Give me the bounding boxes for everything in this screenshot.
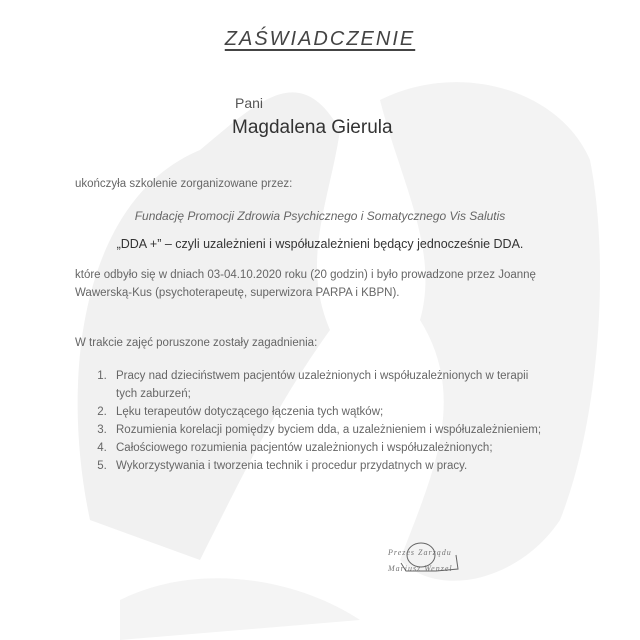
- list-item: 1. Pracy nad dzieciństwem pacjentów uzależnionych i współuzależnionych w terapii tych zaburzeń;: [110, 367, 610, 403]
- signature-name: Mariusz Wenzel: [388, 564, 453, 573]
- course-title: „DDA +” – czyli uzależnieni i współuzależnieni będący jednocześnie DDA.: [116, 237, 524, 251]
- topics-list: [88, 367, 610, 475]
- list-item: 2. Lęku terapeutów dotyczącego łączenia tych wątków;: [110, 403, 610, 421]
- list-item: 5. Wykorzystywania i tworzenia technik i procedur przydatnych w pracy.: [110, 457, 610, 475]
- signature-scribble: [396, 541, 486, 581]
- signature-role: Prezes Zarządu: [388, 548, 452, 557]
- document-title: ZAŚWIADCZENIE: [224, 28, 416, 50]
- topics-intro: W trakcie zajęć poruszone zostały zagadnienia:: [75, 337, 318, 349]
- list-item: 3. Rozumienia korelacji pomiędzy byciem dda, a uzależnieniem i współuzależnieniem;: [110, 421, 610, 439]
- intro-text: ukończyła szkolenie zorganizowane przez:: [75, 178, 293, 190]
- signature: [388, 545, 453, 577]
- list-item: 4. Całościowego rozumienia pacjentów uzależnionych i współuzależnionych;: [110, 439, 610, 457]
- organizer-name: Fundację Promocji Zdrowia Psychicznego i Somatycznego Vis Salutis: [134, 209, 506, 223]
- salutation: Pani: [235, 95, 264, 111]
- details-line-2: Wawerską-Kus (psychoterapeutę, superwizora PARPA i KBPN).: [75, 287, 400, 299]
- recipient-name: Magdalena Gierula: [232, 117, 393, 138]
- details-line-1: które odbyło się w dniach 03-04.10.2020 roku (20 godzin) i było prowadzone przez Joannę: [75, 269, 536, 281]
